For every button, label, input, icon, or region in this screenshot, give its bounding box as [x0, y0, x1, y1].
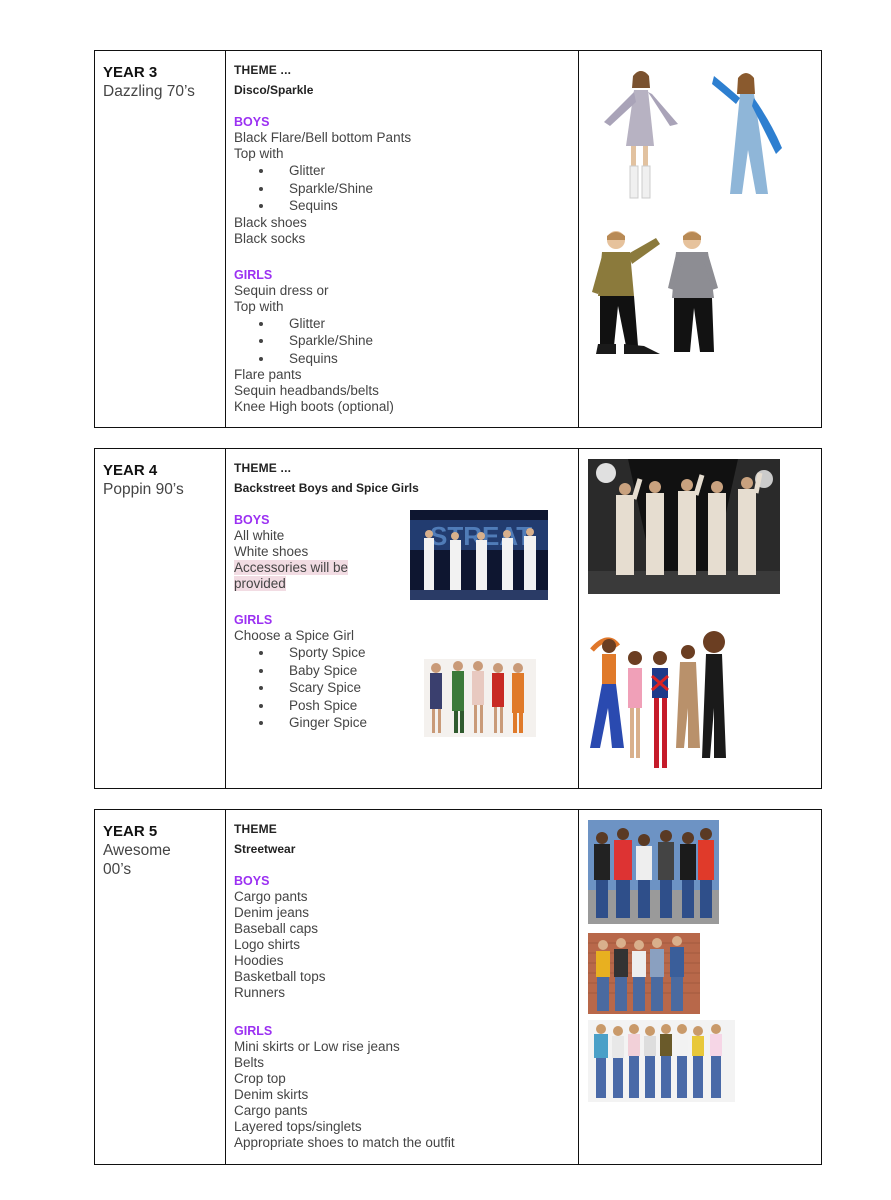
- year-theme-name: Awesome 00’s: [103, 842, 171, 878]
- year-label: YEAR 4: [103, 462, 158, 479]
- boys-line: White shoes: [234, 544, 309, 559]
- boys-line: All white: [234, 528, 285, 543]
- year-cell: [95, 449, 226, 789]
- girls-line: Top with: [234, 298, 284, 314]
- boys-heading: BOYS: [234, 115, 270, 129]
- spice-girls-photo: [588, 628, 746, 776]
- boys-heading: BOYS: [234, 513, 270, 527]
- boys-line: Hoodies: [234, 953, 284, 968]
- girls-heading: GIRLS: [234, 1024, 273, 1038]
- theme-cell: [226, 449, 579, 789]
- list-item: • Scary Spice: [274, 679, 578, 697]
- list-item: • Sporty Spice: [274, 644, 578, 662]
- streetwear-group-photo: [588, 820, 719, 924]
- list-item: • Sparkle/Shine: [274, 180, 578, 198]
- list-item: • Posh Spice: [274, 697, 578, 715]
- backstreet-boys-stage-photo: [588, 459, 780, 594]
- theme-label: THEME ...: [234, 63, 292, 77]
- boys-line: Logo shirts: [234, 937, 301, 952]
- disco-girl-photo: [596, 66, 680, 202]
- year-label: YEAR 3: [103, 64, 158, 81]
- boys-bullets: [234, 162, 578, 215]
- list-item: • Ginger Spice: [274, 714, 578, 732]
- girls-line: Crop top: [234, 1071, 286, 1086]
- girls-heading: GIRLS: [234, 613, 273, 627]
- year-theme-name: Poppin 90’s: [103, 481, 184, 498]
- theme-title: Backstreet Boys and Spice Girls: [234, 481, 419, 495]
- boys-line: Cargo pants: [234, 889, 308, 904]
- streetwear-girls-photo: [588, 1020, 735, 1102]
- theme-cell: [226, 810, 579, 1165]
- boys-line: Top with: [234, 146, 284, 161]
- boys-line: Basketball tops: [234, 969, 326, 984]
- list-item: • Sequins: [274, 197, 578, 215]
- girls-heading: GIRLS: [234, 267, 273, 282]
- disco-jumpsuit-photo: [710, 64, 786, 198]
- year-cell: [95, 51, 226, 428]
- disco-boy-silver-photo: [668, 228, 722, 360]
- theme-cell: [226, 51, 579, 428]
- girls-line: Mini skirts or Low rise jeans: [234, 1039, 400, 1054]
- boys-heading: BOYS: [234, 874, 270, 888]
- year-label: YEAR 5: [103, 823, 158, 840]
- theme-title: Streetwear: [234, 842, 296, 856]
- list-item: • Glitter: [274, 315, 578, 333]
- year-theme-name: Dazzling 70’s: [103, 83, 195, 100]
- girls-line: Belts: [234, 1055, 265, 1070]
- year-cell: [95, 810, 226, 1165]
- girls-line: Denim skirts: [234, 1087, 309, 1102]
- highlighted-note: provided: [234, 576, 286, 591]
- highlighted-note: Accessories will be: [234, 560, 349, 575]
- girls-line: Flare pants: [234, 367, 302, 382]
- boys-line: Baseball caps: [234, 921, 319, 936]
- theme-label: THEME ...: [234, 461, 292, 475]
- girls-line: Knee High boots (optional): [234, 399, 394, 414]
- streetwear-brick-wall-photo: [588, 933, 700, 1014]
- girls-line: Appropriate shoes to match the outfit: [234, 1135, 455, 1150]
- girls-line: Choose a Spice Girl: [234, 628, 355, 643]
- boys-line: Black shoes: [234, 214, 307, 230]
- girls-line: Layered tops/singlets: [234, 1119, 362, 1134]
- list-item: • Sparkle/Shine: [274, 332, 578, 350]
- theme-label: THEME: [234, 822, 277, 836]
- girls-line: Sequin headbands/belts: [234, 383, 379, 398]
- theme-title: Disco/Sparkle: [234, 83, 314, 97]
- backstreet-stage-small-photo: [410, 510, 548, 600]
- girls-bullets: [234, 315, 578, 368]
- boys-line: Black Flare/Bell bottom Pants: [234, 130, 412, 145]
- spice-girls-small-photo: [424, 659, 536, 737]
- girls-line: Cargo pants: [234, 1103, 308, 1118]
- boys-line: Denim jeans: [234, 905, 310, 920]
- list-item: • Sequins: [274, 350, 578, 368]
- girls-line: Sequin dress or: [234, 282, 329, 298]
- list-item: • Baby Spice: [274, 662, 578, 680]
- disco-boy-gold-photo: [588, 228, 668, 360]
- boys-line: Black socks: [234, 230, 306, 246]
- list-item: • Glitter: [274, 162, 578, 180]
- boys-line: Runners: [234, 985, 286, 1000]
